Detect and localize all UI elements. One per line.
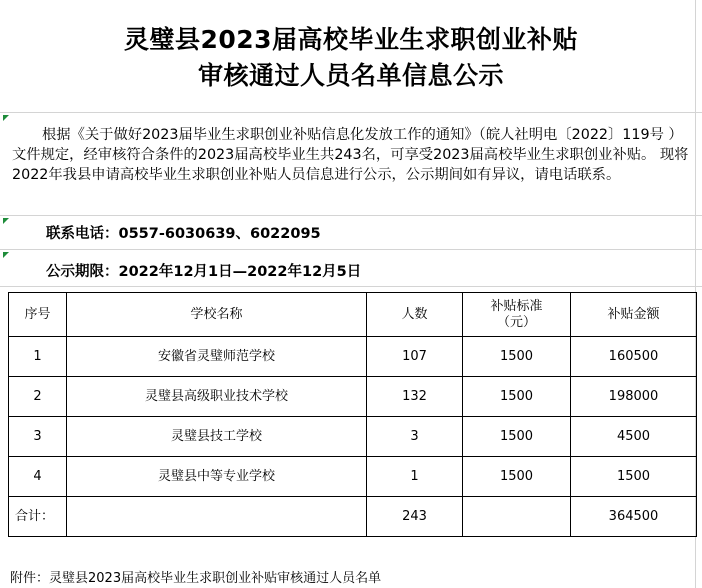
cell-school: 灵璧县中等专业学校	[67, 457, 367, 497]
cell-count: 132	[367, 377, 463, 417]
cell-count: 3	[367, 417, 463, 457]
cell-standard: 1500	[463, 337, 571, 377]
cell-amount: 160500	[571, 337, 697, 377]
cell-count: 107	[367, 337, 463, 377]
table-row	[9, 457, 697, 497]
gridline	[0, 215, 702, 216]
contact-phone: 联系电话：0557-6030639、6022095	[46, 226, 321, 242]
cell-standard: 1500	[463, 417, 571, 457]
table-header-row	[9, 293, 697, 337]
gridline	[0, 286, 702, 287]
total-standard-empty	[463, 497, 571, 537]
table-row	[9, 377, 697, 417]
header-standard-line2: （元）	[496, 314, 536, 330]
cell-index: 1	[9, 337, 67, 377]
total-label: 合计：	[9, 497, 67, 537]
table-total-row	[9, 497, 697, 537]
cell-amount: 198000	[571, 377, 697, 417]
cell-amount: 1500	[571, 457, 697, 497]
gridline	[0, 112, 702, 113]
subsidy-table	[8, 292, 697, 537]
cell-comment-marker	[3, 115, 9, 121]
table-row	[9, 417, 697, 457]
cell-index: 3	[9, 417, 67, 457]
header-standard	[463, 293, 571, 337]
header-amount: 补贴金额	[571, 293, 697, 337]
gridline	[0, 249, 702, 250]
notice-period: 公示期限：2022年12月1日—2022年12月5日	[46, 264, 362, 280]
title-line-2: 审核通过人员名单信息公示	[197, 61, 504, 90]
cell-amount: 4500	[571, 417, 697, 457]
cell-index: 2	[9, 377, 67, 417]
cell-school: 安徽省灵璧师范学校	[67, 337, 367, 377]
total-amount: 364500	[571, 497, 697, 537]
attachment-note: 附件：灵璧县2023届高校毕业生求职创业补贴审核通过人员名单	[10, 571, 382, 586]
header-count: 人数	[367, 293, 463, 337]
total-count: 243	[367, 497, 463, 537]
cell-standard: 1500	[463, 377, 571, 417]
cell-comment-marker	[3, 218, 9, 224]
total-school-empty	[67, 497, 367, 537]
title-line-1: 灵璧县2023届高校毕业生求职创业补贴	[123, 25, 579, 54]
table-row	[9, 337, 697, 377]
cell-school: 灵璧县技工学校	[67, 417, 367, 457]
header-index: 序号	[9, 293, 67, 337]
cell-comment-marker	[3, 252, 9, 258]
cell-school: 灵璧县高级职业技术学校	[67, 377, 367, 417]
header-school: 学校名称	[67, 293, 367, 337]
header-standard-line1: 补贴标准	[490, 298, 543, 314]
cell-count: 1	[367, 457, 463, 497]
notice-paragraph: 根据《关于做好2023届毕业生求职创业补贴信息化发放工作的通知》（皖人社明电〔2022〕119号 ）文件规定，经审核符合条件的2023届高校毕业生共243名，可享受2023届高校毕业生求职创业补贴。 现将2022年我县申请高校毕业生求职创业补贴人员信息进行公示，公示期间如有异议，请电话联系。	[12, 127, 689, 183]
cell-index: 4	[9, 457, 67, 497]
cell-standard: 1500	[463, 457, 571, 497]
page-title	[8, 22, 694, 94]
